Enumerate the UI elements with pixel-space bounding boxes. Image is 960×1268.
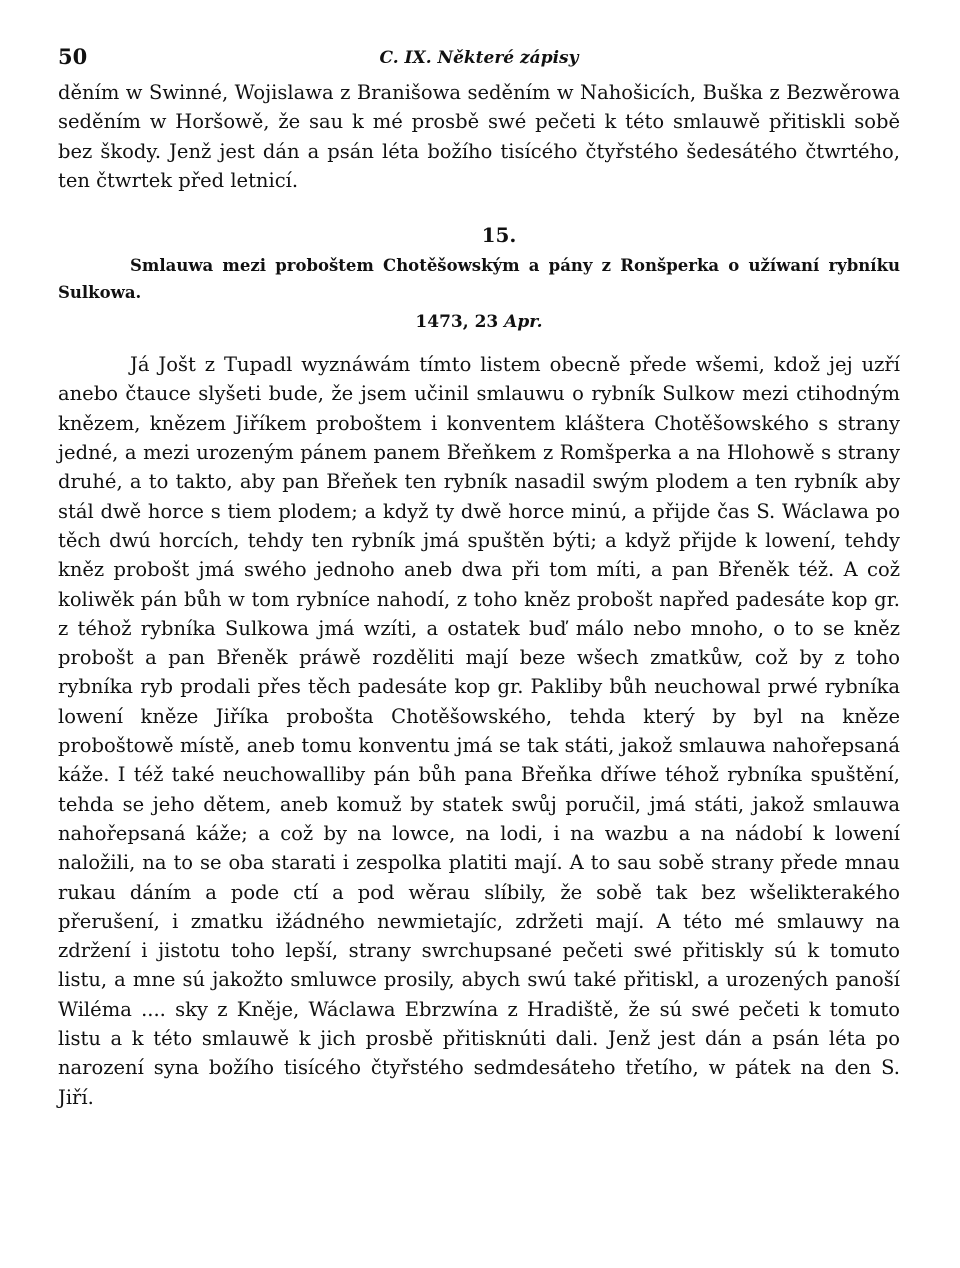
page-header — [58, 44, 900, 78]
document-number: 15. — [481, 223, 517, 248]
running-head: C. IX. Některé zápisy — [379, 48, 579, 68]
page-number: 50 — [58, 44, 88, 69]
date-year-day: 1473, 23 — [415, 312, 505, 333]
document-body: Já Jošt z Tupadl wyznáwám tímto listem obecně přede wšemi, kdož jej uzří anebo čtauce slyšeti bude, že jsem učinil smlauwu o rybník Sulkow mezi ctihodným knězem, knězem Jiříkem proboštem i konventem kláštera Chotěšowského s strany jedné, a mezi urozeným pánem panem Břeňkem z Romšperka a na Hlohowě s strany druhé, a to takto, aby pan Břeňek ten rybník nasadil swým plodem a ten rybník aby stál dwě horce s tiem plodem; a když ty dwě horce minú, a přijde čas S. Wáclawa po těch dwú horcích, tehdy ten rybník jmá spuštěn býti; a když přijde k lowení, tehdy kněz probošt jmá swého jednoho aneb dwa při tom míti, a pan Břeněk též. A což koliwěk pán bůh w tom rybníce nahodí, z toho kněz probošt napřed padesáte kop gr. z téhož rybníka Sulkowa jmá wzíti, a ostatek buď málo nebo mnoho, o to se kněz probošt a pan Břeněk práwě rozděliti mají beze wšech zmatkůw, což by z toho rybníka ryb prodali přes těch padesáte kop gr. Pakliby bůh neuchowal prwé rybníka lowení kněze Jiříka probošta Chotěšowského, tehda který by byl na kněze proboštowě místě, aneb tomu konventu jmá se tak státi, jakož smlauwa nahořepsaná káže. I též také neuchowalliby pán bůh pana Břeňka dříwe téhož rybníka spuštění, tehda se jeho dětem, aneb komuž by statek swůj poručil, jmá státi, jakož smlauwa nahořepsaná káže; a což by na lowce, na lodi, i na wazbu a na nádobí k lowení naložili, na to se oba starati i zespolka platiti mají. A to sau sobě strany přede mnau rukau dáním a pode ctí a pod wěrau slíbily, že sobě tak bez wšelikterakého přerušení, i zmatku ižádného newmietajíc, zdržeti mají. A této mé smlauwy na zdržení i jistotu toho lepší, strany swrchupsané pečeti swé přitiskly sú k tomuto listu, a mne sú jakožto smluwce prosily, abych swú také přitiskl, a urozených panoší Wiléma .... sky z Kněje, Wáclawa Ebrzwína z Hradiště, že sú swé pečeti k tomuto listu a k této smlauwě k jich prosbě přitisknúti dali. Jenž jest dán a psán léta po narození syna božího tisícého čtyřstého sedmdesáteho třetího, w pátek na den S. Jiří. — [58, 353, 900, 1109]
document-date — [58, 307, 900, 337]
document-regest: Smlauwa mezi proboštem Chotěšowským a pány z Ronšperka o užíwaní rybníku Sulkowa. — [58, 256, 900, 303]
continuation-paragraph: děním w Swinné, Wojislawa z Branišowa seděním w Nahošicích, Buška z Bezwěrowa seděním w Horšowě, že sau k mé prosbě swé pečeti k této smlauwě přitiskli sobě bez škody. Jenž jest dán a psán léta božího tisícého čtyřstého šedesátého čtwrtého, ten čtwrtek před letnicí. — [58, 81, 900, 192]
document-page — [58, 44, 900, 1112]
date-month: Apr. — [504, 312, 543, 333]
